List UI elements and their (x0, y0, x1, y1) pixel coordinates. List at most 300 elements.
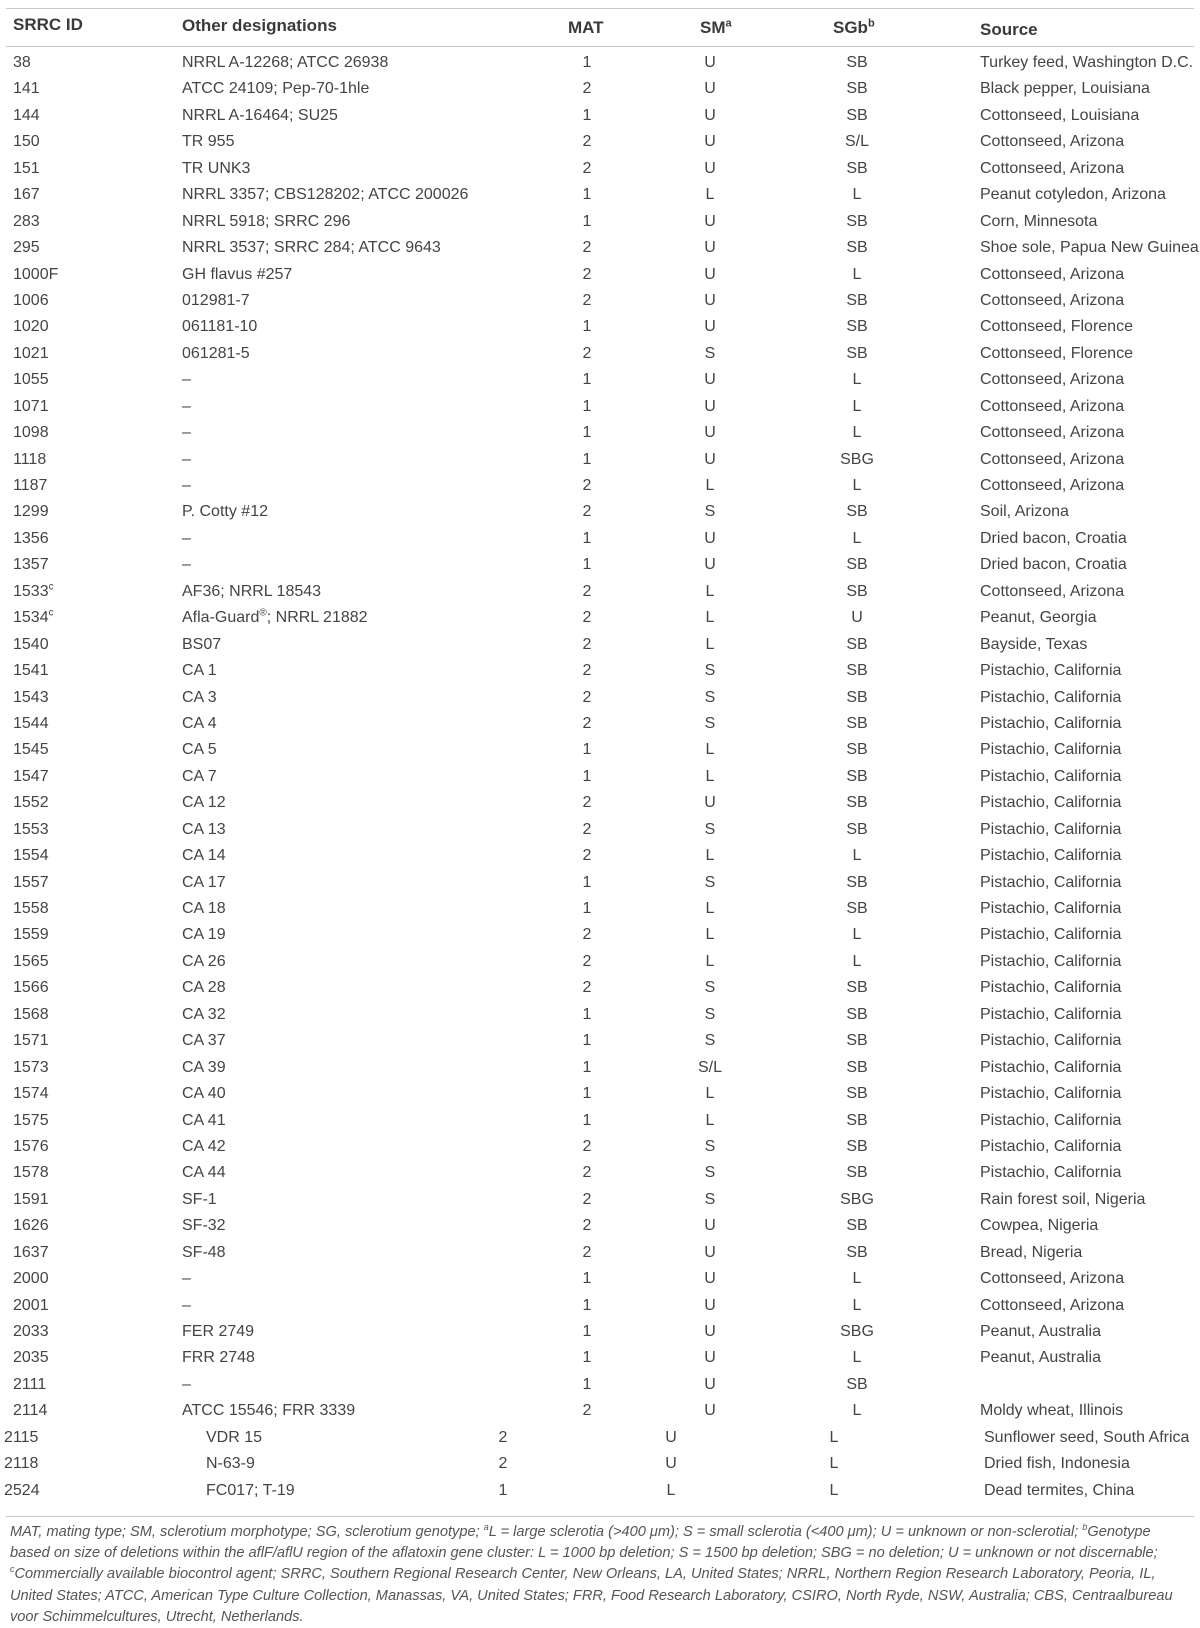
cell-srrc-id-value: 1566 (13, 979, 49, 997)
cell-srrc-id (13, 133, 40, 151)
cell-source: Peanut, Australia (980, 1323, 1101, 1340)
cell-srrc-id-value: 1020 (13, 318, 49, 336)
table-row (0, 1295, 1200, 1321)
footnote-sup-c: c (10, 1564, 15, 1575)
table-row (0, 1215, 1200, 1241)
cell-other-designations (182, 292, 250, 310)
header-sg-sup: b (867, 17, 875, 30)
cell-source: Dried fish, Indonesia (984, 1455, 1130, 1473)
cell-sg: L (852, 847, 862, 865)
cell-srrc-id (13, 1402, 47, 1420)
table-row (0, 819, 1200, 845)
cell-sg: SB (846, 1243, 868, 1261)
cell-source: Pistachio, California (980, 900, 1122, 917)
cell-other-text: – (182, 1270, 191, 1288)
cell-other-designations (182, 160, 250, 178)
cell-mat: 1 (582, 1375, 592, 1393)
header-sg (833, 18, 875, 38)
cell-mat: 2 (498, 1428, 508, 1446)
cell-other-designations (182, 398, 191, 416)
cell-srrc-id-value: 1626 (13, 1217, 49, 1235)
cell-mat: 2 (582, 979, 592, 997)
cell-mat: 2 (582, 635, 592, 653)
cell-sg: SB (846, 794, 868, 812)
cell-mat: 1 (582, 1349, 592, 1367)
cell-sg: U (851, 609, 863, 627)
cell-srrc-id-value: 1554 (13, 847, 49, 865)
cell-sg: SB (846, 556, 868, 574)
cell-sg: SB (846, 635, 868, 653)
cell-srrc-id (13, 1085, 49, 1103)
cell-srrc-id-value: 1574 (13, 1085, 49, 1103)
cell-srrc-id (13, 583, 54, 601)
cell-srrc-id (13, 609, 54, 627)
cell-srrc-id (13, 371, 49, 389)
cell-sg: L (829, 1428, 839, 1446)
cell-sm: U (704, 133, 716, 151)
cell-other-text: – (182, 450, 191, 468)
cell-other-text: CA 40 (182, 1085, 226, 1103)
cell-source: Cottonseed, Arizona (980, 265, 1125, 283)
cell-sm: U (704, 794, 716, 812)
cell-mat: 1 (582, 1270, 592, 1288)
cell-other-text: – (182, 1375, 191, 1393)
cell-srrc-id (13, 186, 40, 204)
cell-srrc-id (13, 1323, 49, 1341)
cell-source: Pistachio, California (980, 1032, 1122, 1050)
table-row (0, 660, 1200, 686)
cell-mat: 2 (582, 1217, 592, 1235)
table-row (0, 1268, 1200, 1294)
cell-mat: 2 (582, 1190, 592, 1208)
cell-other-text: CA 4 (182, 714, 217, 732)
cell-srrc-id-value: 1568 (13, 1005, 49, 1023)
cell-other-designations (182, 266, 292, 284)
cell-other-text: FRR 2748 (182, 1349, 255, 1367)
cell-sg: L (852, 265, 862, 283)
cell-sg: L (852, 1296, 862, 1314)
cell-source: Cottonseed, Florence (980, 344, 1133, 362)
cell-sg: L (852, 926, 862, 944)
cell-other-text: – (182, 1296, 191, 1314)
cell-other-text: CA 18 (182, 900, 226, 917)
cell-sg: SB (846, 1085, 868, 1103)
cell-sm: S (704, 820, 716, 838)
cell-sg: SBG (840, 450, 874, 468)
cell-sm: S (704, 1190, 716, 1208)
cell-source: Cottonseed, Arizona (980, 450, 1125, 468)
table-row (0, 607, 1200, 633)
cell-sg: SB (846, 80, 868, 98)
cell-other-designations (182, 1244, 226, 1262)
cell-other-text: CA 17 (182, 873, 226, 891)
table-row (0, 184, 1200, 210)
cell-sm: U (704, 54, 716, 71)
cell-sg: L (852, 477, 862, 494)
cell-sm: U (704, 1349, 716, 1367)
cell-source: Cottonseed, Arizona (980, 159, 1125, 177)
cell-other-text: 061181-10 (182, 318, 258, 336)
cell-srrc-id-value: 150 (13, 133, 40, 151)
cell-other-text: NRRL 5918; SRRC 296 (182, 212, 351, 230)
cell-sg: SB (846, 820, 868, 838)
cell-srrc-id (13, 345, 49, 363)
cell-other-text: CA 14 (182, 847, 226, 865)
cell-mat: 1 (582, 318, 592, 336)
header-sm (700, 18, 732, 38)
cell-srrc-id (13, 530, 49, 548)
cell-srrc-id (13, 1376, 46, 1394)
cell-other-designations (182, 1006, 226, 1024)
cell-srrc-id (13, 1297, 49, 1315)
cell-sg: SB (846, 54, 868, 71)
cell-source: Pistachio, California (980, 1111, 1122, 1129)
cell-other-designations (182, 213, 350, 231)
cell-sg: SB (846, 212, 868, 230)
cell-other-designations (182, 1217, 226, 1235)
cell-sm: U (704, 80, 716, 98)
table-row (0, 766, 1200, 792)
cell-source: Pistachio, California (980, 662, 1122, 680)
cell-sm: U (704, 1270, 716, 1288)
cell-srrc-id (13, 979, 49, 997)
cell-other-designations (182, 239, 441, 257)
cell-sm: U (704, 1296, 716, 1314)
cell-srrc-id (13, 80, 40, 98)
footnote-sup-a: a (483, 1522, 489, 1533)
cell-sg: SB (846, 1032, 868, 1050)
cell-sg: L (852, 1402, 862, 1420)
cell-srrc-id (13, 768, 49, 786)
table-row (0, 449, 1200, 475)
table-row (0, 1374, 1200, 1400)
cell-source: Peanut, Australia (980, 1349, 1101, 1367)
cell-sg: SB (846, 714, 868, 732)
cell-srrc-id-sup: c (48, 581, 54, 593)
cell-other-designations (182, 1402, 355, 1420)
cell-srrc-id-value: 1637 (13, 1243, 49, 1261)
cell-sm: L (705, 609, 715, 627)
table-footnote (10, 1522, 1190, 1628)
cell-srrc-id-value: 1553 (13, 820, 49, 838)
cell-srrc-id (13, 266, 58, 284)
cell-srrc-id-value: 1357 (13, 556, 49, 574)
cell-other-text: VDR 15 (206, 1428, 263, 1446)
cell-other-text: – (182, 529, 191, 547)
cell-other-designations (182, 477, 191, 495)
cell-srrc-id-value: 1118 (13, 450, 47, 468)
cell-mat: 1 (582, 767, 592, 785)
cell-other-text: Afla-Guard (182, 609, 260, 627)
cell-other-designations (182, 186, 468, 204)
cell-other-designations (182, 1376, 191, 1394)
cell-sg: SBG (840, 1323, 874, 1340)
cell-srrc-id (13, 239, 40, 257)
cell-other-text: FC017; T-19 (206, 1481, 295, 1499)
cell-sm: U (704, 1323, 716, 1340)
cell-other-designations (182, 741, 217, 759)
cell-sg: SB (846, 318, 868, 336)
cell-sm: U (704, 556, 716, 574)
cell-sg: L (852, 397, 862, 415)
cell-srrc-id-value: 1544 (13, 714, 49, 732)
cell-sg: L (852, 952, 862, 970)
cell-sm: L (705, 635, 715, 653)
table-row (0, 951, 1200, 977)
cell-mat: 2 (582, 820, 592, 838)
table-row (0, 687, 1200, 713)
cell-sm: L (705, 582, 715, 600)
cell-sg: L (852, 529, 862, 547)
cell-source: Cottonseed, Louisiana (980, 106, 1140, 124)
cell-other-text: CA 3 (182, 688, 217, 706)
cell-other-designations (182, 768, 217, 786)
cell-sg: L (829, 1455, 839, 1473)
cell-mat: 2 (582, 1137, 592, 1155)
cell-srrc-id-value: 1578 (13, 1164, 49, 1182)
cell-srrc-id (13, 662, 49, 680)
cell-other-text: CA 41 (182, 1111, 226, 1129)
cell-mat: 1 (498, 1481, 508, 1499)
table-row (0, 396, 1200, 422)
cell-other-text: CA 28 (182, 979, 226, 997)
cell-other-designations (182, 318, 257, 336)
cell-source: Bayside, Texas (980, 635, 1088, 653)
cell-source: Cottonseed, Arizona (980, 1296, 1125, 1314)
cell-other-text: CA 44 (182, 1164, 226, 1182)
cell-other-designations (182, 1164, 226, 1182)
cell-srrc-id-value: 1299 (13, 503, 49, 521)
cell-sg: L (852, 424, 862, 442)
cell-other-designations (182, 345, 250, 363)
cell-sm: L (705, 952, 715, 970)
cell-source: Soil, Arizona (980, 503, 1069, 521)
cell-mat: 2 (582, 1402, 592, 1420)
cell-other-text: FER 2749 (182, 1323, 255, 1340)
cell-mat: 2 (582, 265, 592, 283)
cell-other-text: P. Cotty #12 (182, 503, 268, 521)
table-row (0, 1400, 1200, 1426)
cell-mat: 1 (582, 424, 592, 442)
table-row (0, 977, 1200, 1003)
cell-other-text: CA 7 (182, 767, 217, 785)
cell-other-text: – (182, 477, 191, 494)
table-row (0, 713, 1200, 739)
cell-srrc-id-value: 1533 (13, 582, 49, 600)
cell-mat: 1 (582, 1005, 592, 1023)
cell-sg: SB (846, 1005, 868, 1023)
cell-mat: 1 (582, 212, 592, 230)
cell-srrc-id-value: 1098 (13, 424, 49, 442)
cell-sg: SB (846, 1137, 868, 1155)
cell-srrc-id (13, 1270, 49, 1288)
cell-srrc-id (13, 213, 40, 231)
cell-mat: 1 (582, 1111, 592, 1129)
cell-other-designations (182, 847, 226, 865)
cell-sg: L (829, 1481, 839, 1499)
table-row (0, 634, 1200, 660)
table-row (0, 264, 1200, 290)
cell-srrc-id-value: 1571 (13, 1032, 49, 1050)
cell-sm: U (704, 318, 716, 336)
cell-other-designations (182, 1032, 226, 1050)
table-row (0, 237, 1200, 263)
cell-mat: 1 (582, 1032, 592, 1050)
table-row (0, 1136, 1200, 1162)
cell-sg: SB (846, 1164, 868, 1182)
cell-other-text: CA 5 (182, 741, 217, 759)
cell-mat: 1 (582, 1058, 592, 1076)
cell-source: Black pepper, Louisiana (980, 80, 1150, 98)
cell-other-text: AF36; NRRL 18543 (182, 582, 322, 600)
cell-srrc-id-value: 1557 (13, 873, 49, 891)
cell-srrc-id (13, 794, 49, 812)
cell-other-designations (182, 1323, 254, 1341)
cell-sm: U (704, 424, 716, 442)
cell-other-text: CA 32 (182, 1005, 226, 1023)
cell-source: Corn, Minnesota (980, 212, 1098, 230)
cell-source: Shoe sole, Papua New Guinea (980, 239, 1199, 257)
cell-sg: SB (846, 344, 868, 362)
header-other-designations: Other designations (182, 16, 337, 35)
cell-source: Pistachio, California (980, 1058, 1122, 1076)
cell-srrc-id (13, 477, 47, 495)
cell-sm: U (704, 1402, 716, 1420)
cell-other-designations (182, 1138, 226, 1156)
cell-sg: SB (846, 662, 868, 680)
cell-sm: U (665, 1428, 677, 1446)
cell-mat: 1 (582, 397, 592, 415)
cell-sg: SB (846, 582, 868, 600)
cell-source: Sunflower seed, South Africa (984, 1428, 1190, 1446)
cell-other-text: SF-1 (182, 1190, 217, 1208)
cell-other-text: CA 1 (182, 662, 217, 680)
cell-sm: L (705, 847, 715, 865)
cell-mat: 2 (582, 477, 592, 494)
cell-sm: L (705, 186, 715, 204)
cell-other-designations (182, 609, 368, 627)
cell-sm: S (704, 1005, 716, 1023)
cell-sg: SB (846, 291, 868, 309)
cell-other-designations (182, 424, 191, 442)
cell-other-designations (182, 133, 234, 151)
footnote-text-2: L = large sclerotia (>400 μm); S = small sclerotia (<400 μm); U = unknown or non-sclerotial; (488, 1524, 1083, 1540)
cell-other-designations (182, 1297, 191, 1315)
cell-srrc-id-value: 1565 (13, 952, 49, 970)
cell-source: Pistachio, California (980, 952, 1122, 970)
cell-sg: SB (846, 767, 868, 785)
cell-srrc-id (13, 1059, 49, 1077)
table-row (0, 739, 1200, 765)
cell-srrc-id-value: 2033 (13, 1323, 49, 1340)
table-row (0, 872, 1200, 898)
cell-source: Cottonseed, Arizona (980, 397, 1125, 415)
cell-sg: SB (846, 688, 868, 706)
cell-srrc-id (13, 1191, 49, 1209)
cell-sm: S (704, 979, 716, 997)
cell-other-text: NRRL 3537; SRRC 284; ATCC 9643 (182, 239, 441, 257)
cell-other-designations (182, 715, 217, 733)
cell-source: Dried bacon, Croatia (980, 556, 1127, 574)
cell-other-designations (182, 583, 321, 601)
cell-srrc-id-value: 151 (13, 159, 40, 177)
cell-source: Pistachio, California (980, 1164, 1122, 1182)
cell-other-text: CA 39 (182, 1058, 226, 1076)
header-source: Source (980, 20, 1038, 39)
table-row (0, 1347, 1200, 1373)
table-row (0, 1110, 1200, 1136)
cell-srrc-id (4, 1455, 38, 1473)
table-row (0, 898, 1200, 924)
cell-srrc-id-value: 1021 (13, 344, 49, 362)
cell-other-tail: ; NRRL 21882 (266, 609, 368, 627)
cell-sm: S (704, 503, 716, 521)
cell-other-designations (182, 80, 369, 98)
cell-sm: U (704, 239, 716, 257)
cell-source: Rain forest soil, Nigeria (980, 1190, 1146, 1208)
cell-srrc-id-value: 1576 (13, 1137, 49, 1155)
cell-sg: SB (846, 159, 868, 177)
cell-source: Pistachio, California (980, 926, 1122, 944)
cell-srrc-id-value: 283 (13, 212, 40, 230)
cell-srrc-id (13, 926, 49, 944)
cell-sm: L (705, 900, 715, 917)
cell-mat: 2 (582, 239, 592, 257)
cell-other-designations (206, 1482, 295, 1500)
cell-sm: U (704, 1375, 716, 1393)
cell-sm: S (704, 1137, 716, 1155)
cell-srrc-id-value: 1000F (13, 265, 59, 283)
cell-other-text: CA 37 (182, 1032, 226, 1050)
cell-sm: U (704, 159, 716, 177)
cell-other-designations (182, 1349, 255, 1367)
cell-mat: 1 (582, 741, 592, 759)
footnote-text-3: Genotype based on size of deletions within the aflF/aflU region of the aflatoxin gene cluster: L = 1000 bp deletion; S = 1500 bp deletion; SBG = no deletion; U = unknown or not discernable; (10, 1524, 1158, 1562)
cell-srrc-id-value: 1552 (13, 794, 49, 812)
cell-srrc-id-value: 1187 (13, 477, 48, 494)
table-row (0, 1242, 1200, 1268)
cell-mat: 2 (582, 952, 592, 970)
cell-srrc-id-value: 2111 (13, 1375, 47, 1393)
cell-sg: SBG (840, 1190, 874, 1208)
cell-srrc-id-value: 1545 (13, 741, 49, 759)
cell-srrc-id-value: 38 (13, 54, 31, 71)
cell-sg: SB (846, 106, 868, 124)
cell-other-designations (182, 662, 217, 680)
cell-source: Pistachio, California (980, 847, 1122, 865)
cell-srrc-id (13, 1032, 49, 1050)
cell-other-text: SF-32 (182, 1217, 226, 1235)
cell-other-text: NRRL 3357; CBS128202; ATCC 200026 (182, 186, 469, 204)
cell-sm: U (704, 265, 716, 283)
cell-source: Pistachio, California (980, 1085, 1122, 1103)
cell-sm: U (704, 397, 716, 415)
cell-mat: 1 (582, 873, 592, 891)
cell-sg: SB (846, 503, 868, 521)
cell-mat: 1 (582, 556, 592, 574)
cell-srrc-id (13, 424, 49, 442)
cell-source: Pistachio, California (980, 741, 1122, 759)
cell-srrc-id-value: 295 (13, 239, 40, 257)
cell-other-designations (182, 926, 226, 944)
cell-other-designations (182, 794, 226, 812)
cell-source: Pistachio, California (980, 1137, 1122, 1155)
table-row (0, 845, 1200, 871)
table-row (0, 211, 1200, 237)
cell-other-text: CA 12 (182, 794, 226, 812)
cell-srrc-id (13, 107, 40, 125)
cell-srrc-id (13, 741, 49, 759)
